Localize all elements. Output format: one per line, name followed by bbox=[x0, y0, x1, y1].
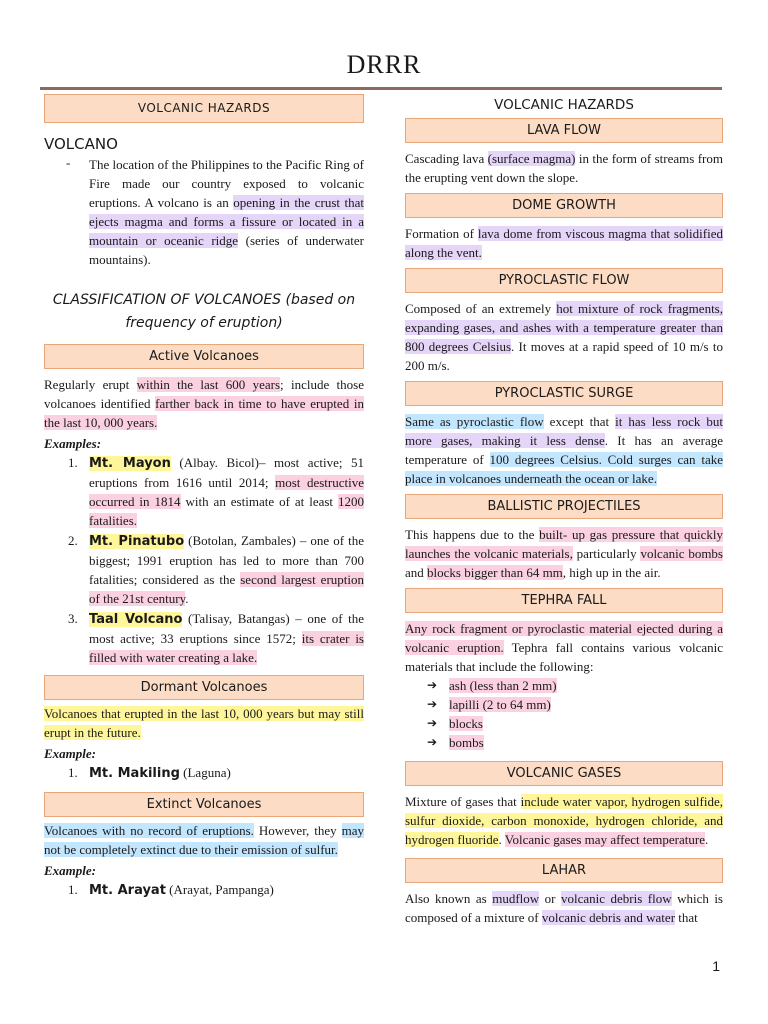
arrow-icon: ➔ bbox=[427, 697, 438, 711]
active-examples-label: Examples: bbox=[44, 436, 102, 451]
volcanic-gases-header: VOLCANIC GASES bbox=[405, 761, 723, 786]
lava-flow-text: Cascading lava (surface magma) in the form of streams from the erupting vent down the slope. bbox=[405, 151, 723, 185]
ballistic-projectiles-text: This happens due to the built- up gas pressure that quickly launches the volcanic materials, particularly volcanic bombs and blocks bigger than 64 mm, high up in the air. bbox=[405, 527, 723, 580]
document-title: DRRR bbox=[346, 50, 422, 79]
pyroclastic-surge-text: Same as pyroclastic flow except that it has less rock but more gases, making it less dense. It has an average temperature of 100 degrees Celsius. Cold surges can take place in volcanoes underneath the ocean or lake. bbox=[405, 414, 724, 486]
volcano-heading: VOLCANO bbox=[44, 135, 118, 153]
arrow-icon: ➔ bbox=[427, 678, 438, 692]
list-item: ➔ lapilli (2 to 64 mm) bbox=[427, 697, 551, 712]
dormant-examples-list bbox=[44, 763, 364, 783]
extinct-definition: Volcanoes with no record of eruptions. However, they may not be completely extinct due to their emission of sulfur. bbox=[44, 823, 364, 857]
page-number: 1 bbox=[712, 958, 720, 974]
list-item: 1. Mt. Makiling (Laguna) bbox=[68, 765, 231, 781]
pyroclastic-surge-header: PYROCLASTIC SURGE bbox=[405, 381, 723, 406]
extinct-volcanoes-header: Extinct Volcanoes bbox=[44, 792, 364, 817]
list-item: 3. Taal Volcano (Talisay, Batangas) – one of the most active; 33 eruptions since 1572; its crater is filled with water creating a lake. bbox=[68, 611, 364, 665]
lahar-text: Also known as mudflow or volcanic debris flow which is composed of a mixture of volcanic debris and water that bbox=[405, 891, 723, 925]
active-definition: Regularly erupt within the last 600 years; include those volcanoes identified farther back in time to have erupted in the last 10, 000 years. bbox=[44, 377, 364, 430]
dormant-definition: Volcanoes that erupted in the last 10, 000 years but may still erupt in the future. bbox=[44, 706, 364, 740]
extinct-examples-list bbox=[44, 880, 364, 900]
list-item: ➔ bombs bbox=[427, 735, 484, 750]
pyroclastic-flow-header: PYROCLASTIC FLOW bbox=[405, 268, 723, 293]
classification-title: CLASSIFICATION OF VOLCANOES (based on frequency of eruption) bbox=[52, 292, 356, 331]
lahar-header: LAHAR bbox=[405, 858, 723, 883]
list-item: 1. Mt. Mayon (Albay. Bicol)– most active; 51 eruptions from 1616 until 2014; most destructive occurred in 1814 with an estimate of at least 1200 fatalities. bbox=[68, 455, 364, 528]
title-divider bbox=[40, 87, 722, 90]
dormant-volcanoes-header: Dormant Volcanoes bbox=[44, 675, 364, 700]
arrow-icon: ➔ bbox=[427, 735, 438, 749]
tephra-fall-text: Any rock fragment or pyroclastic material ejected during a volcanic eruption. Tephra fall contains various volcanic materials that include the following: bbox=[405, 621, 723, 674]
dash-bullet: - bbox=[66, 155, 71, 170]
ballistic-projectiles-header: BALLISTIC PROJECTILES bbox=[405, 494, 723, 519]
list-item: ➔ ash (less than 2 mm) bbox=[427, 678, 557, 693]
list-item: ➔ blocks bbox=[427, 716, 483, 731]
dome-growth-text: Formation of lava dome from viscous magma that solidified along the vent. bbox=[405, 226, 723, 260]
pyroclastic-flow-text: Composed of an extremely hot mixture of rock fragments, expanding gases, and ashes with a temperature greater than 800 degrees Celsius. It moves at a rapid speed of 10 m/s to 200 m/s. bbox=[405, 301, 723, 373]
active-examples-list bbox=[44, 453, 364, 667]
right-column bbox=[405, 94, 723, 927]
arrow-icon: ➔ bbox=[427, 716, 438, 730]
dome-growth-header: DOME GROWTH bbox=[405, 193, 723, 218]
left-column bbox=[44, 94, 364, 901]
left-section-header: VOLCANIC HAZARDS bbox=[44, 94, 364, 123]
active-volcanoes-header: Active Volcanoes bbox=[44, 344, 364, 369]
dormant-example-label: Example: bbox=[44, 746, 96, 761]
right-section-header: VOLCANIC HAZARDS bbox=[494, 97, 634, 113]
tephra-materials-list bbox=[427, 676, 723, 752]
extinct-example-label: Example: bbox=[44, 863, 96, 878]
list-item: 2. Mt. Pinatubo (Botolan, Zambales) – one of the biggest; 1991 eruption has led to more than 700 fatalities; considered as the second largest eruption of the 21st century. bbox=[68, 533, 364, 606]
tephra-fall-header: TEPHRA FALL bbox=[405, 588, 723, 613]
volcano-definition: - The location of the Philippines to the Pacific Ring of Fire made our country exposed to volcanic eruptions. A volcano is an opening in the crust that ejects magma and forms a fissure or located in a mountain or oceanic ridge (series of underwater mountains). bbox=[66, 155, 364, 267]
volcanic-gases-text: Mixture of gases that include water vapor, hydrogen sulfide, sulfur dioxide, carbon monoxide, hydrogen chloride, and hydrogen fluoride. Volcanic gases may affect temperature. bbox=[405, 794, 723, 847]
list-item: 1. Mt. Arayat (Arayat, Pampanga) bbox=[68, 882, 274, 898]
lava-flow-header: LAVA FLOW bbox=[405, 118, 723, 143]
